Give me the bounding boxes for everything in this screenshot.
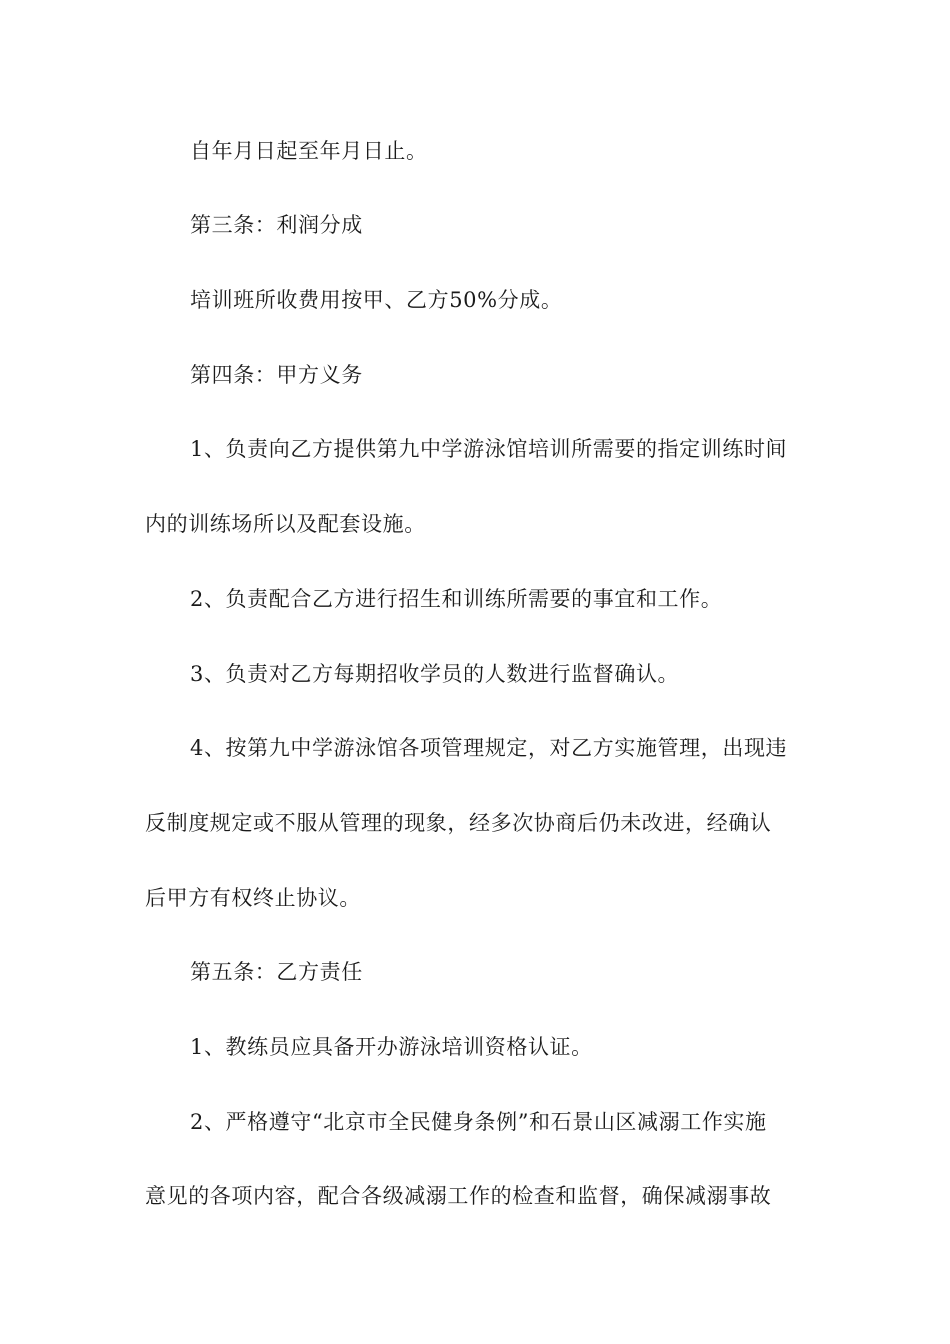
text-line-party-a-duty-1-cont: 内的训练场所以及配套设施。 [145,512,426,536]
text-line-party-a-duty-4-cont-2: 后甲方有权终止协议。 [145,886,361,910]
text-line-party-a-duty-3: 3、负责对乙方每期招收学员的人数进行监督确认。 [190,662,680,686]
heading-article-4: 第四条：甲方义务 [190,363,363,387]
text-line-party-b-duty-2: 2、严格遵守“北京市全民健身条例”和石景山区减溺工作实施 [190,1110,767,1134]
text-line-party-a-duty-1: 1、负责向乙方提供第九中学游泳馆培训所需要的指定训练时间 [190,437,788,461]
text-line-party-b-duty-1: 1、教练员应具备开办游泳培训资格认证。 [190,1035,593,1059]
heading-article-3: 第三条：利润分成 [190,213,363,237]
text-line-party-a-duty-4-cont-1: 反制度规定或不服从管理的现象，经多次协商后仍未改进，经确认 [145,811,772,835]
heading-article-5: 第五条：乙方责任 [190,960,363,984]
text-line-profit-split: 培训班所收费用按甲、乙方50%分成。 [190,288,563,312]
text-line-party-b-duty-2-cont: 意见的各项内容，配合各级减溺工作的检查和监督，确保减溺事故 [145,1184,772,1208]
text-line-party-a-duty-4: 4、按第九中学游泳馆各项管理规定，对乙方实施管理，出现违 [190,736,788,760]
text-line-party-a-duty-2: 2、负责配合乙方进行招生和训练所需要的事宜和工作。 [190,587,723,611]
text-line-date-range: 自年月日起至年月日止。 [190,139,428,163]
